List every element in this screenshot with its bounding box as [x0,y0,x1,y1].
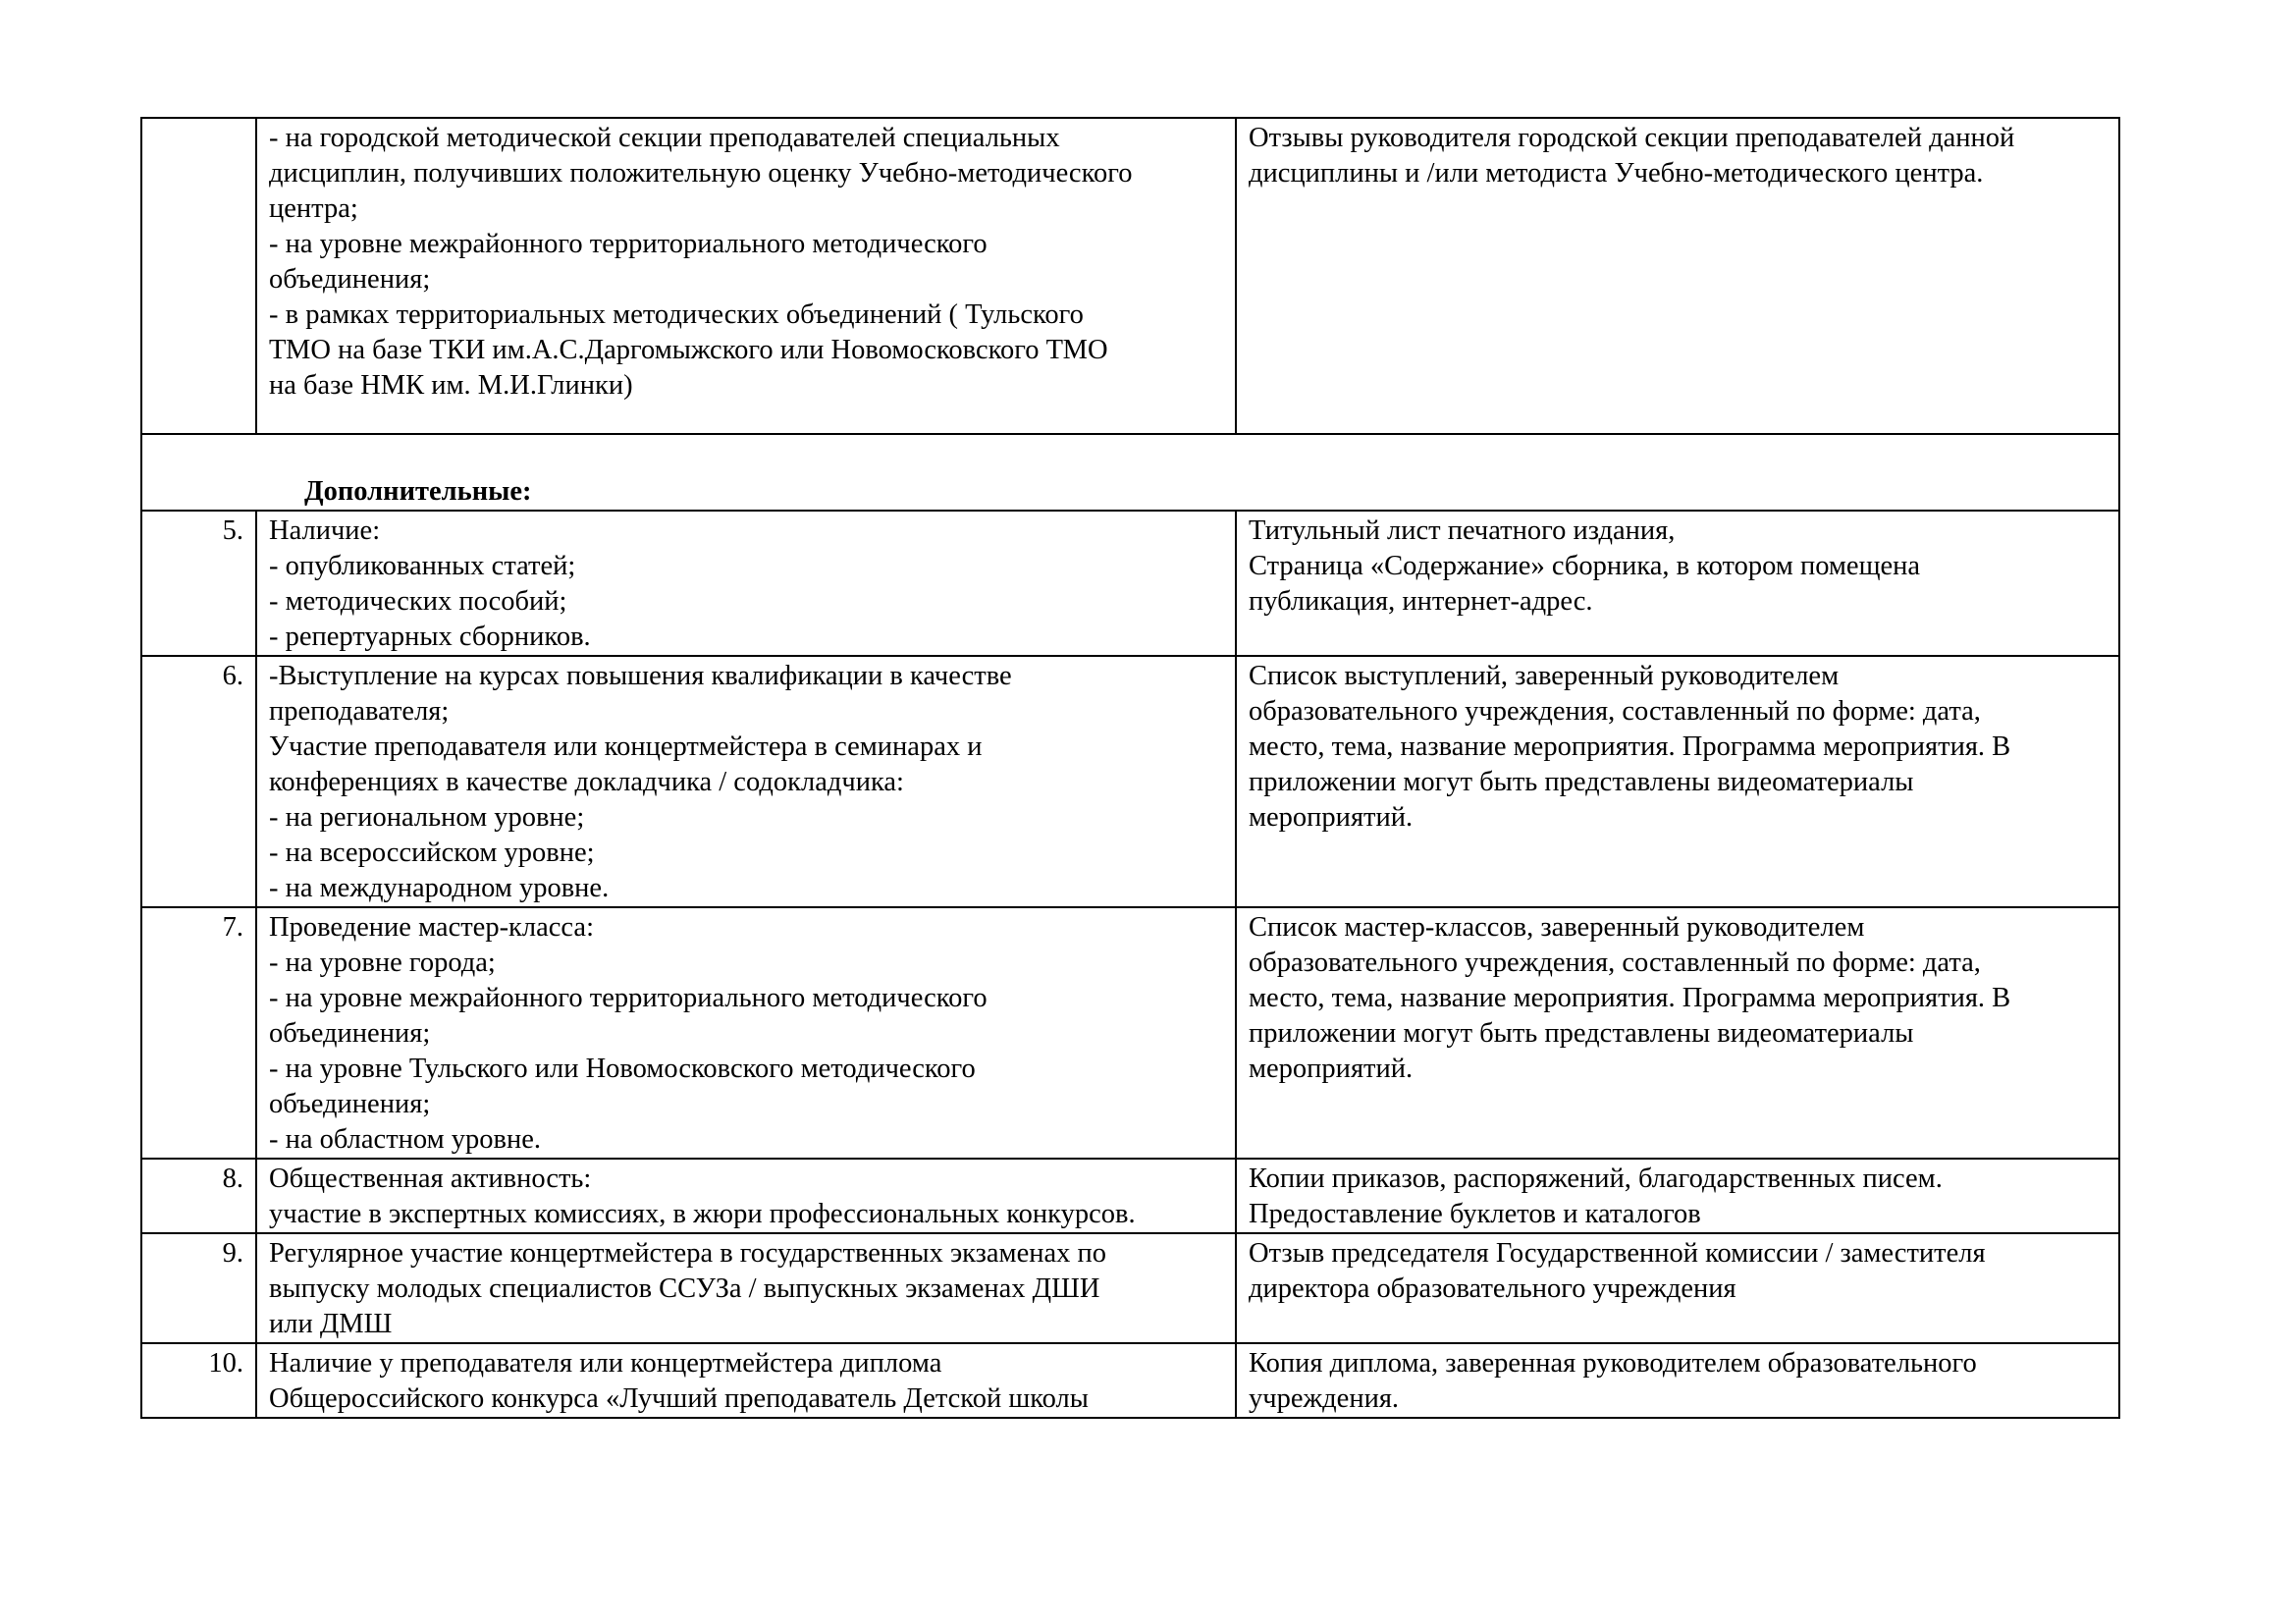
text-line: место, тема, название мероприятия. Программа мероприятия. В [1249,983,2011,1013]
text-line: учреждения. [1249,1383,1400,1414]
table-row [141,118,2119,434]
text-line: - репертуарных сборников. [269,622,591,652]
documents-cell [1236,1343,2119,1418]
text-line: - на уровне Тульского или Новомосковского методического [269,1054,976,1084]
text-line: центра; [269,193,358,224]
text-line: публикация, интернет-адрес. [1249,586,1593,617]
row-number: 9. [141,1233,256,1343]
text-line: дисциплин, получивших положительную оценку Учебно-методического [269,158,1133,189]
text-line: объединения; [269,264,431,295]
criteria-table [140,117,2120,1419]
table-row [141,1233,2119,1343]
row-number: 6. [141,656,256,907]
text-line: Отзывы руководителя городской секции преподавателей данной [1249,123,2015,153]
criteria-cell [256,118,1236,434]
text-line: - методических пособий; [269,586,567,617]
text-line: дисциплины и /или методиста Учебно-методического центра. [1249,158,1984,189]
documents-cell [1236,907,2119,1159]
text-line: - на региональном уровне; [269,802,585,833]
documents-cell [1236,118,2119,434]
criteria-cell [256,1343,1236,1418]
text-line: Участие преподавателя или концертмейстера в семинарах и [269,731,983,762]
table-row [141,656,2119,907]
criteria-cell [256,1159,1236,1233]
text-line: выпуску молодых специалистов ССУЗа / выпускных экзаменах ДШИ [269,1273,1100,1304]
text-line: Копии приказов, распоряжений, благодарственных писем. [1249,1164,1943,1194]
text-line: мероприятий. [1249,1054,1414,1084]
text-line: мероприятий. [1249,802,1414,833]
text-line: - на международном уровне. [269,873,610,903]
criteria-cell [256,1233,1236,1343]
text-line: или ДМШ [269,1309,393,1339]
text-line: место, тема, название мероприятия. Программа мероприятия. В [1249,731,2011,762]
row-number: 5. [141,511,256,656]
text-line: - на областном уровне. [269,1124,542,1155]
text-line: - на уровне межрайонного территориального методического [269,983,988,1013]
text-line: -Выступление на курсах повышения квалификации в качестве [269,661,1012,691]
documents-cell [1236,656,2119,907]
text-line: Список мастер-классов, заверенный руководителем [1249,912,1865,943]
text-line: приложении могут быть представлены видеоматериалы [1249,767,1914,797]
text-line: - опубликованных статей; [269,551,576,581]
text-line: Общественная активность: [269,1164,592,1194]
text-line: Наличие: [269,515,381,546]
text-line: - на уровне города; [269,947,496,978]
text-line: Отзыв председателя Государственной комиссии / заместителя [1249,1238,1986,1269]
text-line: образовательного учреждения, составленный по форме: дата, [1249,947,1981,978]
documents-cell [1236,511,2119,656]
row-number [141,118,256,434]
table-row [141,1159,2119,1233]
text-line: Копия диплома, заверенная руководителем образовательного [1249,1348,1977,1379]
documents-cell [1236,1159,2119,1233]
text-line: преподавателя; [269,696,450,727]
criteria-cell [256,511,1236,656]
text-line: участие в экспертных комиссиях, в жюри профессиональных конкурсов. [269,1199,1136,1229]
text-line: Наличие у преподавателя или концертмейстера диплома [269,1348,942,1379]
text-line: Регулярное участие концертмейстера в государственных экзаменах по [269,1238,1107,1269]
table-row [141,511,2119,656]
section-row [141,434,2119,511]
text-line: образовательного учреждения, составленный по форме: дата, [1249,696,1981,727]
text-line: объединения; [269,1018,431,1049]
documents-cell [1236,1233,2119,1343]
text-line: Титульный лист печатного издания, [1249,515,1676,546]
text-line: Общероссийского конкурса «Лучший преподаватель Детской школы [269,1383,1089,1414]
text-line: конференциях в качестве докладчика / содокладчика: [269,767,904,797]
text-line: - на городской методической секции преподавателей специальных [269,123,1060,153]
section-header: Дополнительные: [141,434,2119,511]
row-number: 8. [141,1159,256,1233]
table-row [141,907,2119,1159]
text-line: приложении могут быть представлены видеоматериалы [1249,1018,1914,1049]
row-number: 10. [141,1343,256,1418]
text-line: на базе НМК им. М.И.Глинки) [269,370,633,401]
table-row [141,1343,2119,1418]
text-line: ТМО на базе ТКИ им.А.С.Даргомыжского или Новомосковского ТМО [269,335,1108,365]
text-line: объединения; [269,1089,431,1119]
text-line: Проведение мастер-класса: [269,912,594,943]
criteria-cell [256,656,1236,907]
text-line: - в рамках территориальных методических объединений ( Тульского [269,299,1084,330]
criteria-cell [256,907,1236,1159]
text-line: Страница «Содержание» сборника, в котором помещена [1249,551,1921,581]
text-line: Предоставление буклетов и каталогов [1249,1199,1701,1229]
text-line: - на всероссийском уровне; [269,838,595,868]
row-number: 7. [141,907,256,1159]
text-line: директора образовательного учреждения [1249,1273,1736,1304]
text-line: Список выступлений, заверенный руководителем [1249,661,1840,691]
text-line: - на уровне межрайонного территориального методического [269,229,988,259]
